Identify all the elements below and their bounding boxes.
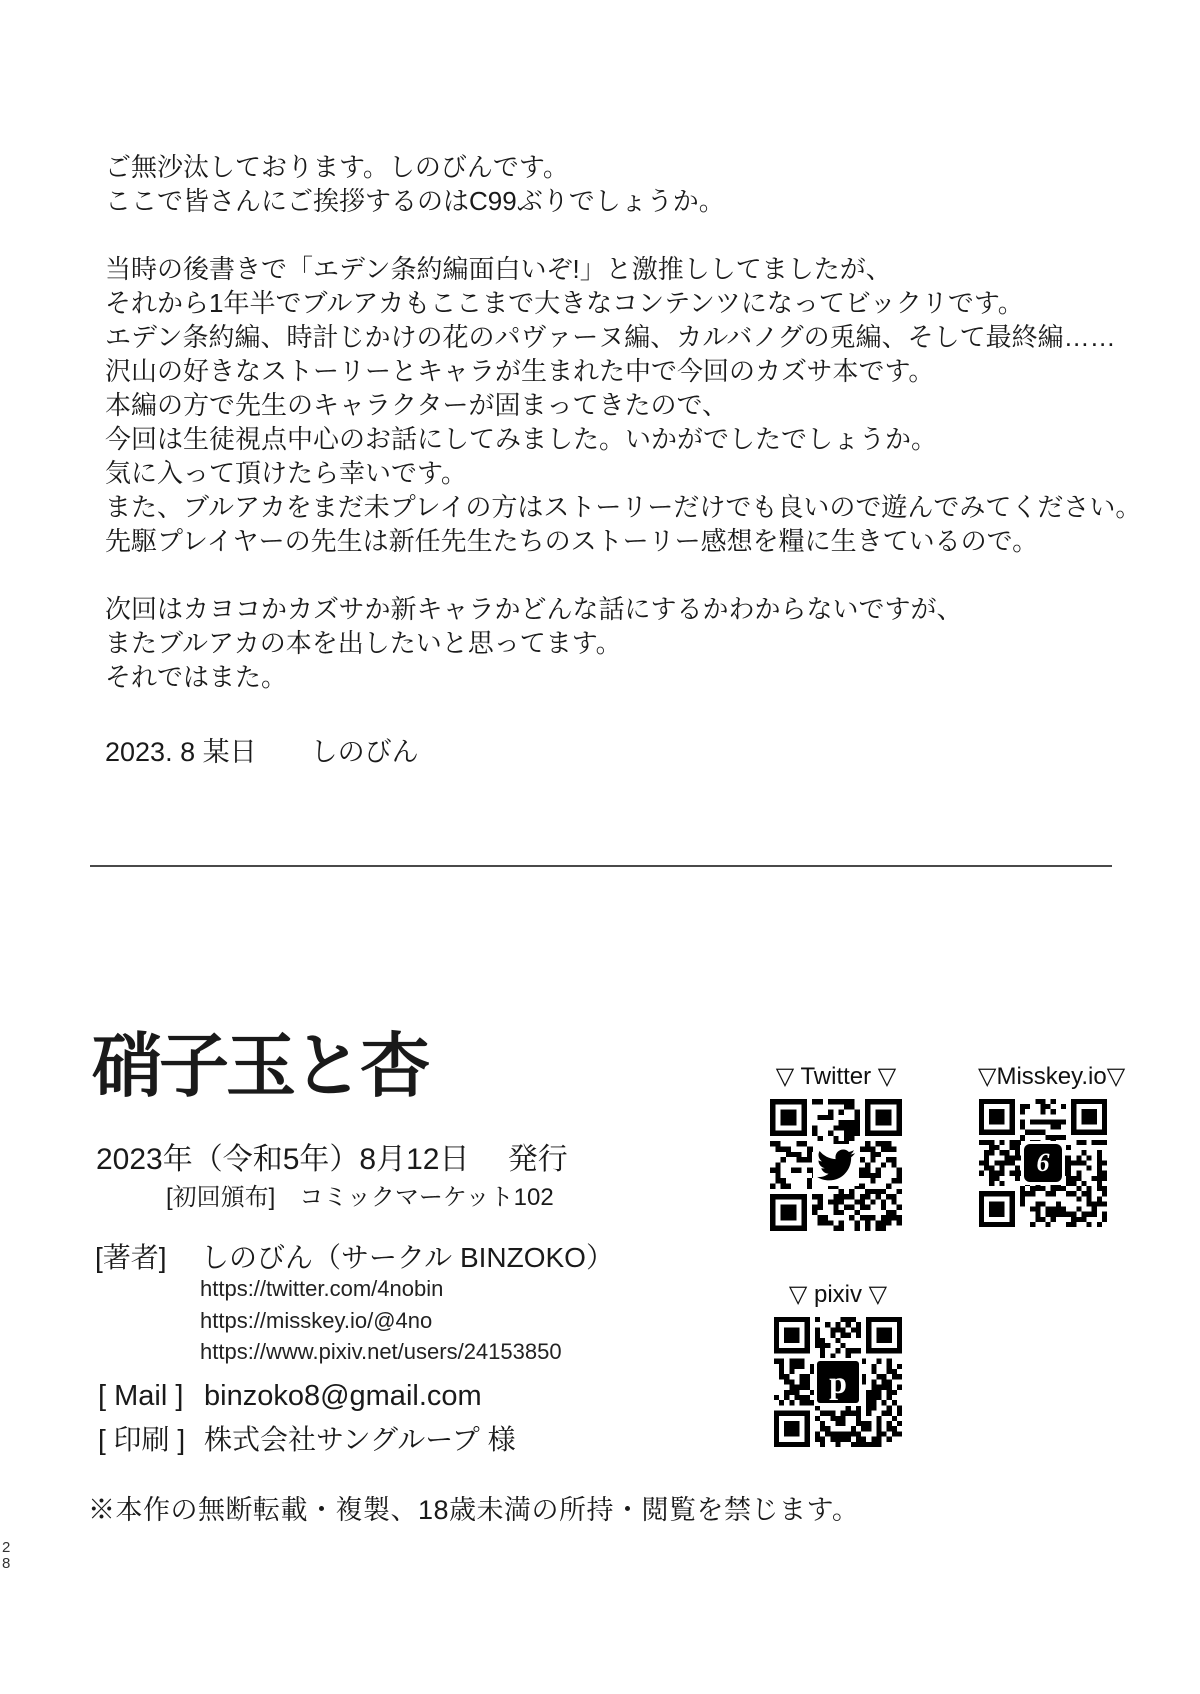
section-divider	[90, 865, 1112, 867]
afterword-line: 今回は生徒視点中心のお話にしてみました。いかがでしたでしょうか。	[105, 424, 938, 454]
afterword-line: 先駆プレイヤーの先生は新任先生たちのストーリー感想を糧に生きているので。	[105, 526, 1039, 556]
afterword-line: それから1年半でブルアカもここまで大きなコンテンツになってビックリです。	[105, 288, 1024, 318]
twitter-qr-label: ▽ Twitter ▽	[775, 1063, 897, 1090]
mail-row	[98, 1380, 482, 1413]
afterword-text	[105, 150, 1165, 694]
mail-label: [ Mail ]	[98, 1380, 184, 1412]
twitter-url: https://twitter.com/4nobin	[200, 1276, 444, 1301]
mail-value: binzoko8@gmail.com	[204, 1380, 482, 1412]
afterword-line: それではまた。	[105, 662, 288, 692]
afterword-line	[105, 218, 1165, 252]
author-label: [著者]	[95, 1242, 167, 1273]
author-urls	[200, 1273, 562, 1368]
afterword-line: また、ブルアカをまだ未プレイの方はストーリーだけでも良いので遊んでみてください。	[105, 492, 1142, 522]
print-label: [ 印刷 ]	[98, 1424, 186, 1455]
afterword-line: ここで皆さんにご挨拶するのはC99ぶりでしょうか。	[105, 186, 725, 216]
twitter-qr-code	[770, 1099, 902, 1231]
date-signature: 2023. 8 某日 しのびん	[105, 737, 419, 767]
book-title: 硝子玉と杏	[92, 1029, 427, 1106]
page-number-digit: 2	[2, 1539, 11, 1556]
pixiv-logo-icon: p	[814, 1358, 862, 1406]
publication-date: 2023年（令和5年）8月12日 発行	[96, 1143, 568, 1176]
misskey-qr-code	[979, 1099, 1107, 1227]
afterword-line: 当時の後書きで「エデン条約編面白いぞ!」と激推ししてましたが、	[105, 254, 892, 284]
pixiv-qr-label: ▽ pixiv ▽	[788, 1281, 888, 1308]
twitter-qr-block	[770, 1062, 902, 1231]
pixiv-qr-code	[774, 1317, 902, 1447]
afterword-line: 沢山の好きなストーリーとキャラが生まれた中で今回のカズサ本です。	[105, 356, 935, 386]
page-number	[2, 1540, 10, 1572]
first-distribution: [初回頒布] コミックマーケット102	[166, 1184, 554, 1211]
afterword-line: 次回はカヨコかカズサか新キャラかどんな話にするかわからないですが、	[105, 594, 963, 624]
author-row	[95, 1236, 614, 1276]
misskey-logo-icon: 6	[1021, 1141, 1065, 1185]
misskey-url: https://misskey.io/@4no	[200, 1307, 433, 1333]
print-row	[98, 1418, 516, 1458]
afterword-line: 気に入って頂けたら幸いです。	[105, 458, 467, 488]
afterword-line: またブルアカの本を出したいと思ってます。	[105, 628, 622, 658]
pixiv-qr-block	[774, 1280, 902, 1447]
author-value: しのびん（サークル BINZOKO）	[201, 1242, 614, 1273]
afterword-line: エデン条約編、時計じかけの花のパヴァーヌ編、カルバノグの兎編、そして最終編……	[105, 322, 1116, 352]
print-value: 株式会社サングループ 様	[204, 1424, 516, 1455]
copyright-disclaimer: ※本作の無断転載・複製、18歳未満の所持・閲覧を禁じます。	[88, 1495, 860, 1525]
afterword-line: ご無沙汰しております。しのびんです。	[105, 152, 569, 182]
page-number-digit: 8	[2, 1555, 11, 1572]
misskey-qr-label: ▽Misskey.io▽	[978, 1063, 1126, 1090]
afterword-line: 本編の方で先生のキャラクターが固まってきたので、	[105, 390, 728, 420]
afterword-line	[105, 558, 1165, 592]
twitter-bird-icon	[813, 1144, 859, 1186]
pixiv-url: https://www.pixiv.net/users/24153850	[200, 1339, 562, 1364]
misskey-qr-block	[978, 1062, 1126, 1227]
